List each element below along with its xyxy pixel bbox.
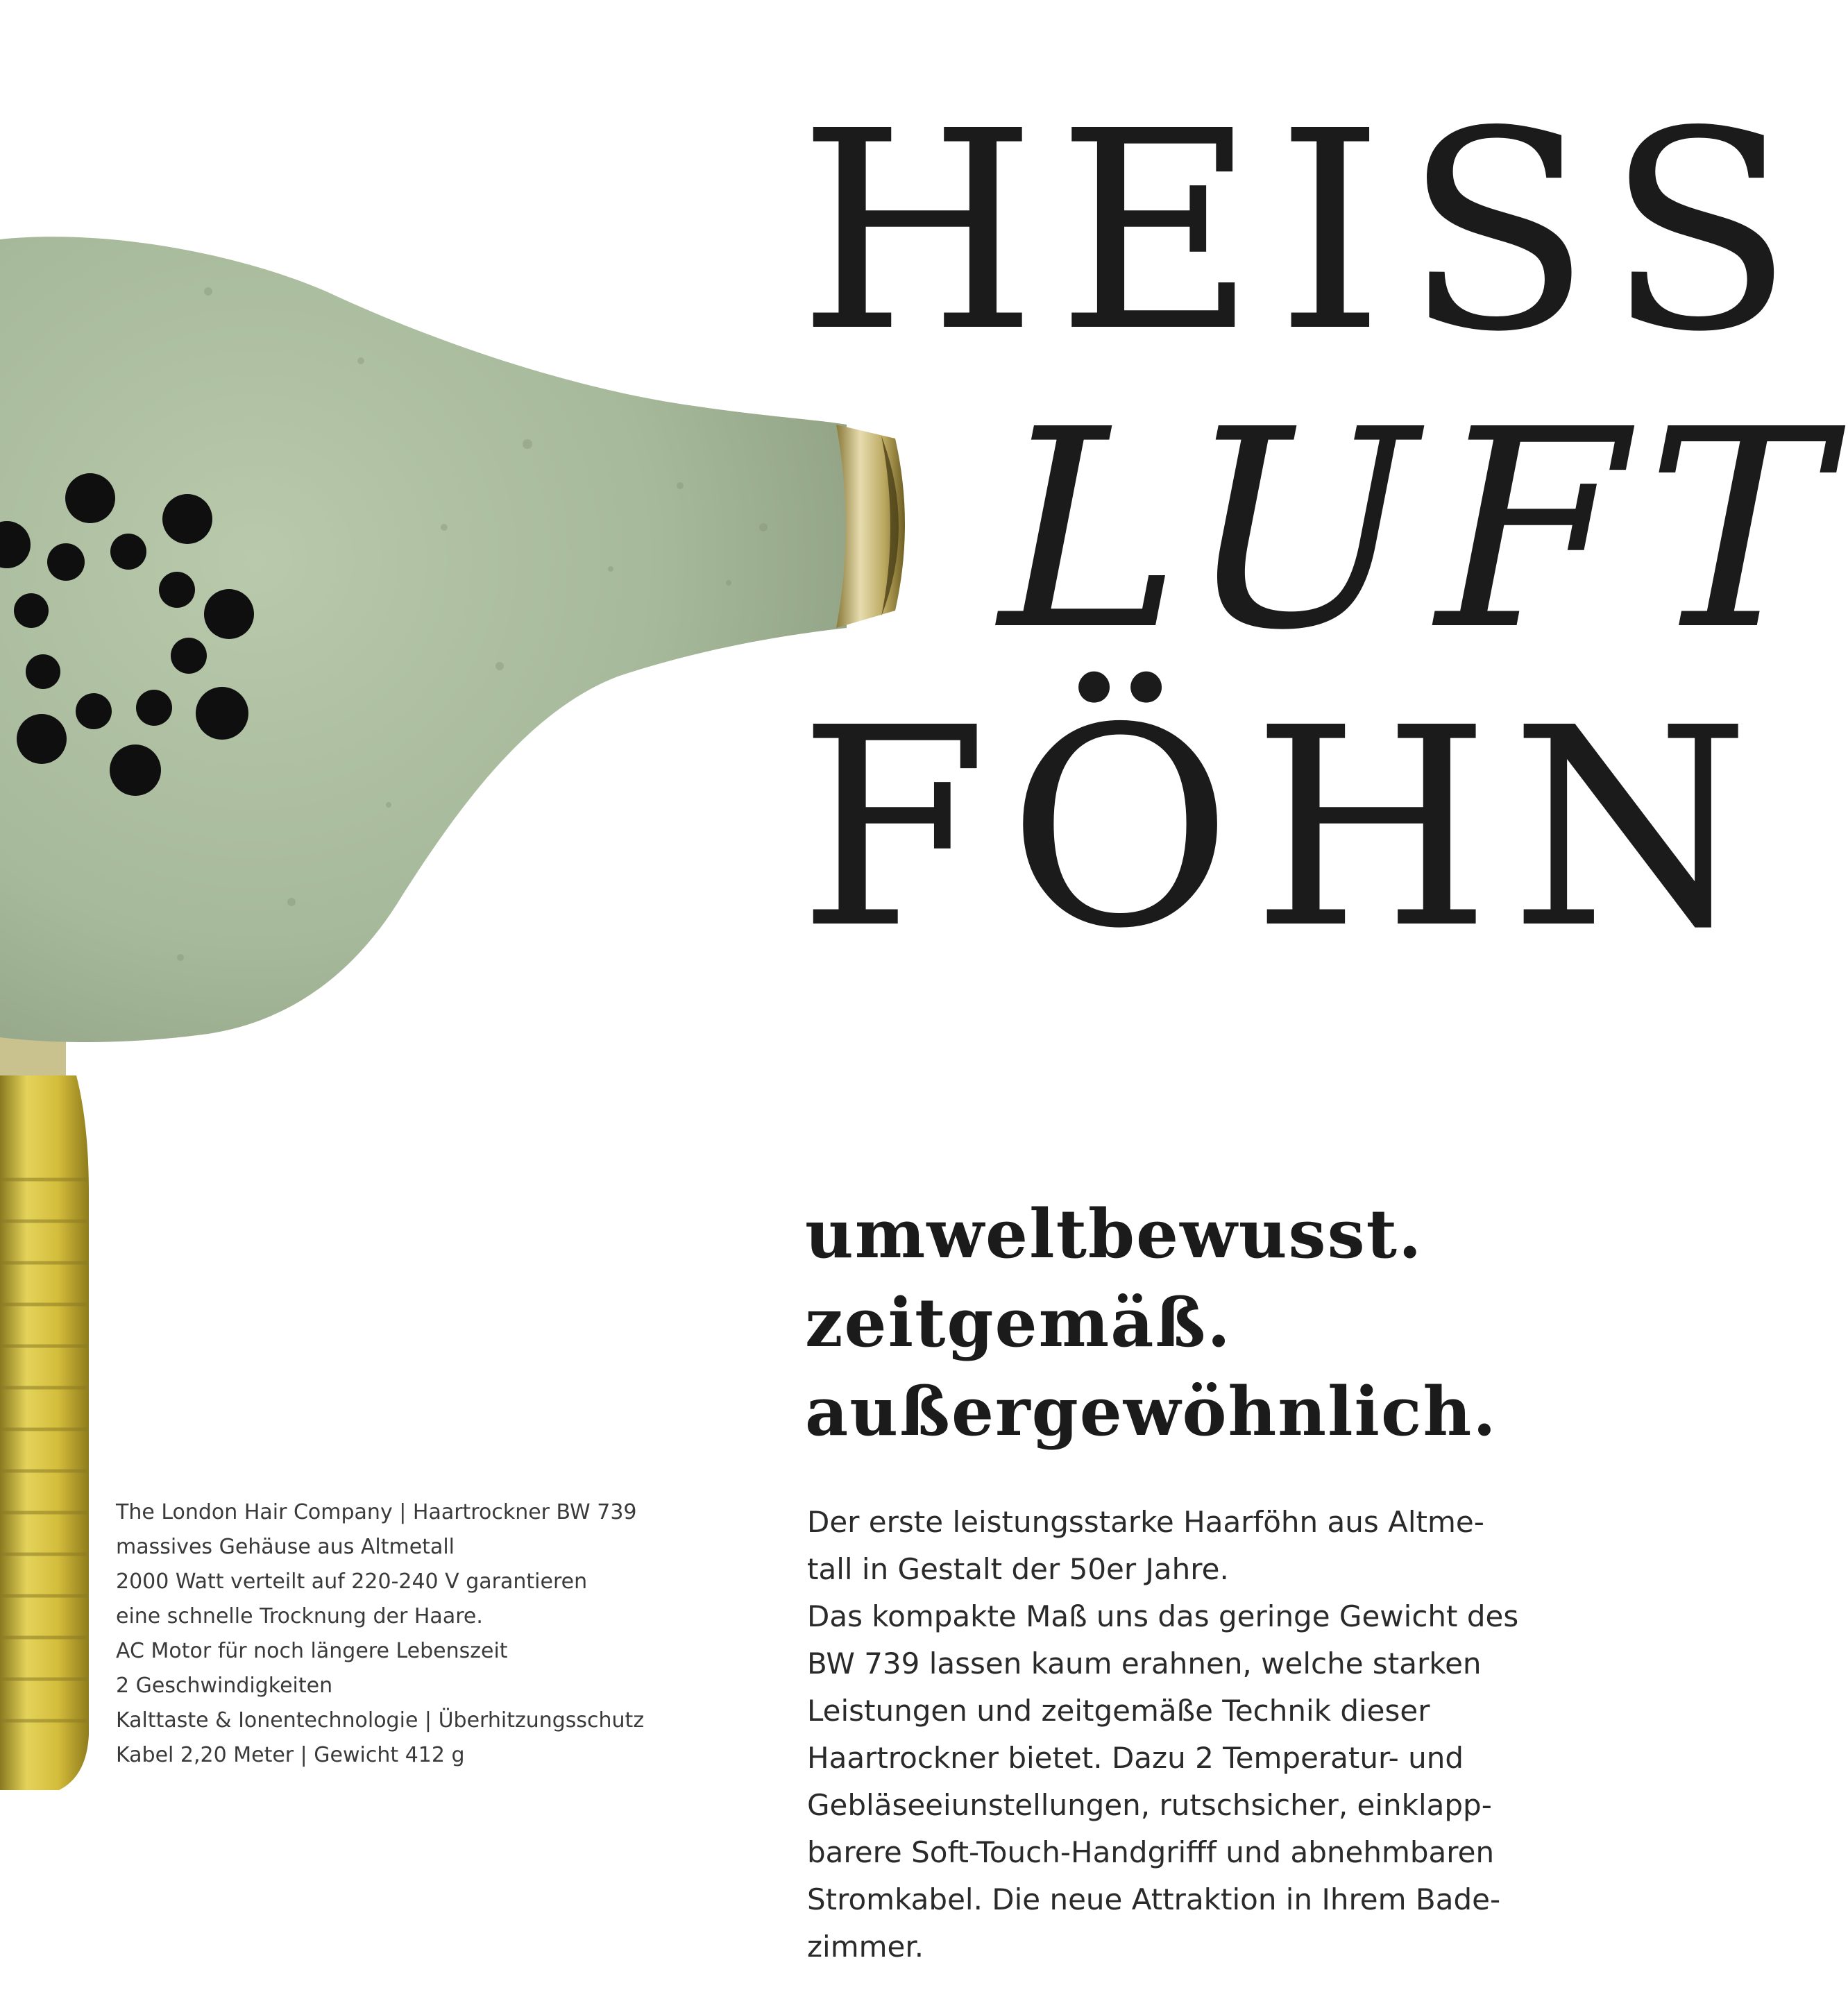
- dryer-body: [0, 237, 847, 1042]
- spec-item: Kabel 2,20 Meter | Gewicht 412 g: [116, 1743, 465, 1767]
- spec-item: massives Gehäuse aus Altmetall: [116, 1535, 455, 1559]
- tagline-line-3: außergewöhnlich.: [805, 1372, 1498, 1451]
- body-line: Das kompakte Maß uns das geringe Gewicht des: [807, 1599, 1519, 1633]
- spec-item: 2 Geschwindigkeiten: [116, 1674, 333, 1698]
- body-line: BW 739 lassen kaum erahnen, welche starken: [807, 1647, 1482, 1681]
- spec-item: 2000 Watt verteilt auf 220-240 V garantieren: [116, 1569, 588, 1594]
- spec-item: The London Hair Company | Haartrockner BW 739: [116, 1500, 637, 1524]
- spec-list: [116, 1495, 740, 1773]
- headline-line-2: LUFT: [999, 371, 1848, 690]
- body-line: Leistungen und zeitgemäße Technik dieser: [807, 1694, 1430, 1728]
- body-line: Haartrockner bietet. Dazu 2 Temperatur- und: [807, 1741, 1464, 1775]
- tagline-line-2: zeitgemäß.: [805, 1284, 1232, 1362]
- body-line: barere Soft-Touch-Handgrifff und abnehmbaren: [807, 1835, 1495, 1869]
- body-line: tall in Gestalt der 50er Jahre.: [807, 1552, 1229, 1586]
- spec-item: AC Motor für noch längere Lebenszeit: [116, 1639, 508, 1663]
- dryer-handle: [0, 1075, 89, 1790]
- spec-item: Kalttaste & Ionentechnologie | Überhitzungsschutz: [116, 1708, 645, 1733]
- headline: [798, 73, 1848, 989]
- headline-line-1: HEISS: [798, 73, 1814, 392]
- body-line: zimmer.: [807, 1930, 924, 1964]
- headline-line-3: FÖHN: [798, 670, 1770, 989]
- tagline: [805, 1190, 1498, 1456]
- body-line: Stromkabel. Die neue Attraktion in Ihrem Bade-: [807, 1882, 1501, 1916]
- spec-item: eine schnelle Trocknung der Haare.: [116, 1604, 483, 1628]
- tagline-line-1: umweltbewusst.: [805, 1195, 1423, 1273]
- body-line: Der erste leistungsstarke Haarföhn aus Altme-: [807, 1505, 1484, 1539]
- body-copy: [807, 1499, 1577, 1971]
- body-line: Gebläseeiunstellungen, rutschsicher, einklapp-: [807, 1788, 1492, 1822]
